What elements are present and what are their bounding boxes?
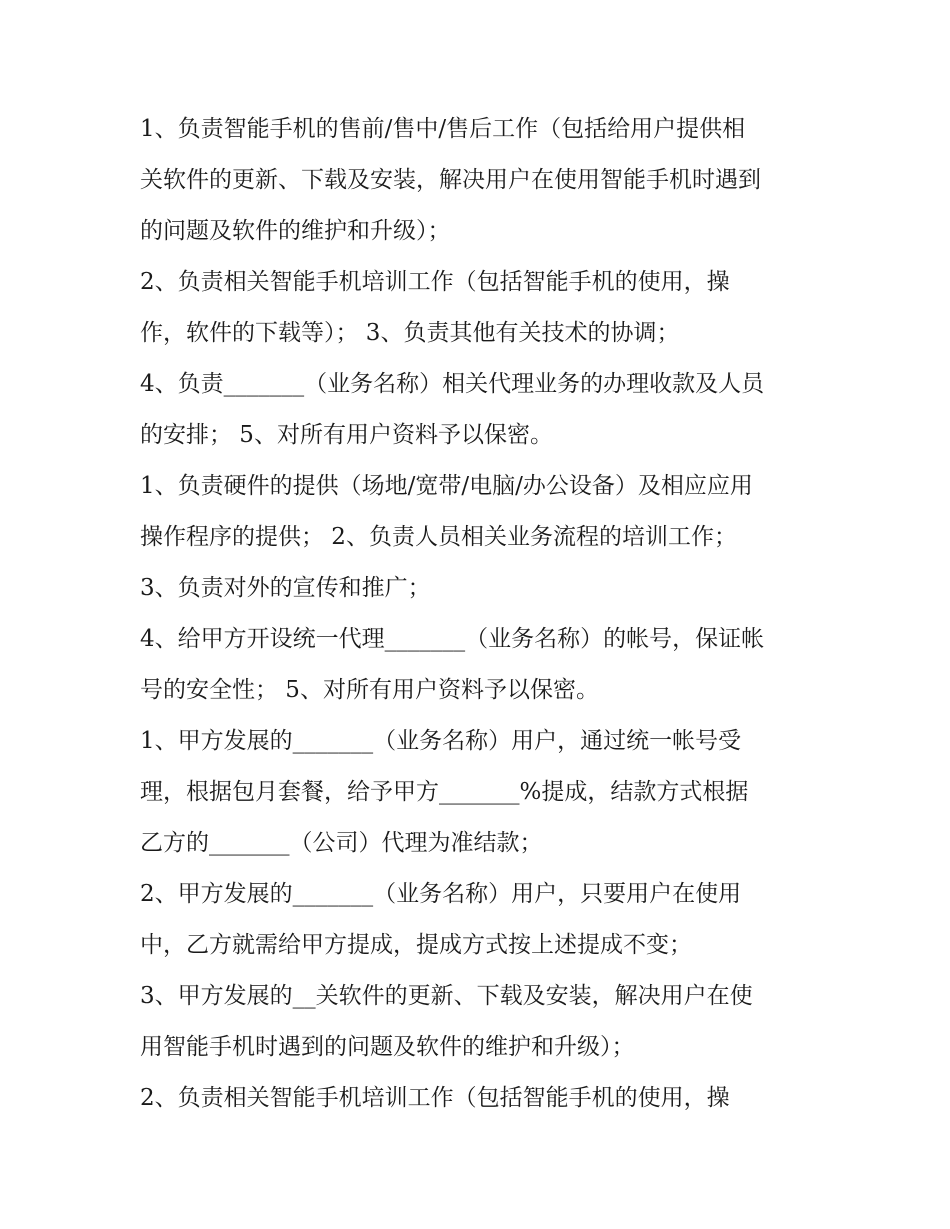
text-line: 2、负责相关智能手机培训工作（包括智能手机的使用，操 bbox=[140, 1085, 730, 1111]
text-line: 1、负责智能手机的售前/售中/售后工作（包括给用户提供相 bbox=[140, 116, 746, 142]
text-line: 用智能手机时遇到的问题及软件的维护和升级）； bbox=[140, 1034, 635, 1060]
text-line: 的安排； 5、对所有用户资料予以保密。 bbox=[140, 422, 553, 448]
text-line: 作，软件的下载等）； 3、负责其他有关技术的协调； bbox=[140, 320, 680, 346]
text-line: 理，根据包月套餐，给予甲方_______%提成，结款方式根据 bbox=[140, 779, 749, 805]
text-line: 乙方的_______（公司）代理为准结款； bbox=[140, 830, 543, 856]
text-line: 1、甲方发展的_______（业务名称）用户，通过统一帐号受 bbox=[140, 728, 742, 754]
text-line: 3、负责对外的宣传和推广； bbox=[140, 575, 431, 601]
text-line: 4、给甲方开设统一代理_______（业务名称）的帐号，保证帐 bbox=[140, 626, 765, 652]
text-line: 2、甲方发展的_______（业务名称）用户，只要用户在使用 bbox=[140, 881, 742, 907]
text-line: 1、负责硬件的提供（场地/宽带/电脑/办公设备）及相应应用 bbox=[140, 473, 753, 499]
text-line: 2、负责相关智能手机培训工作（包括智能手机的使用，操 bbox=[140, 269, 730, 295]
text-line: 的问题及软件的维护和升级）； bbox=[140, 218, 451, 244]
text-line: 号的安全性； 5、对所有用户资料予以保密。 bbox=[140, 677, 599, 703]
text-line: 关软件的更新、下载及安装，解决用户在使用智能手机时遇到 bbox=[140, 167, 761, 193]
text-line: 中，乙方就需给甲方提成，提成方式按上述提成不变； bbox=[140, 932, 692, 958]
document-body bbox=[140, 104, 830, 1124]
text-line: 3、甲方发展的__关软件的更新、下载及安装，解决用户在使 bbox=[140, 983, 753, 1009]
text-line: 4、负责_______（业务名称）相关代理业务的办理收款及人员 bbox=[140, 371, 765, 397]
text-line: 操作程序的提供； 2、负责人员相关业务流程的培训工作； bbox=[140, 524, 737, 550]
